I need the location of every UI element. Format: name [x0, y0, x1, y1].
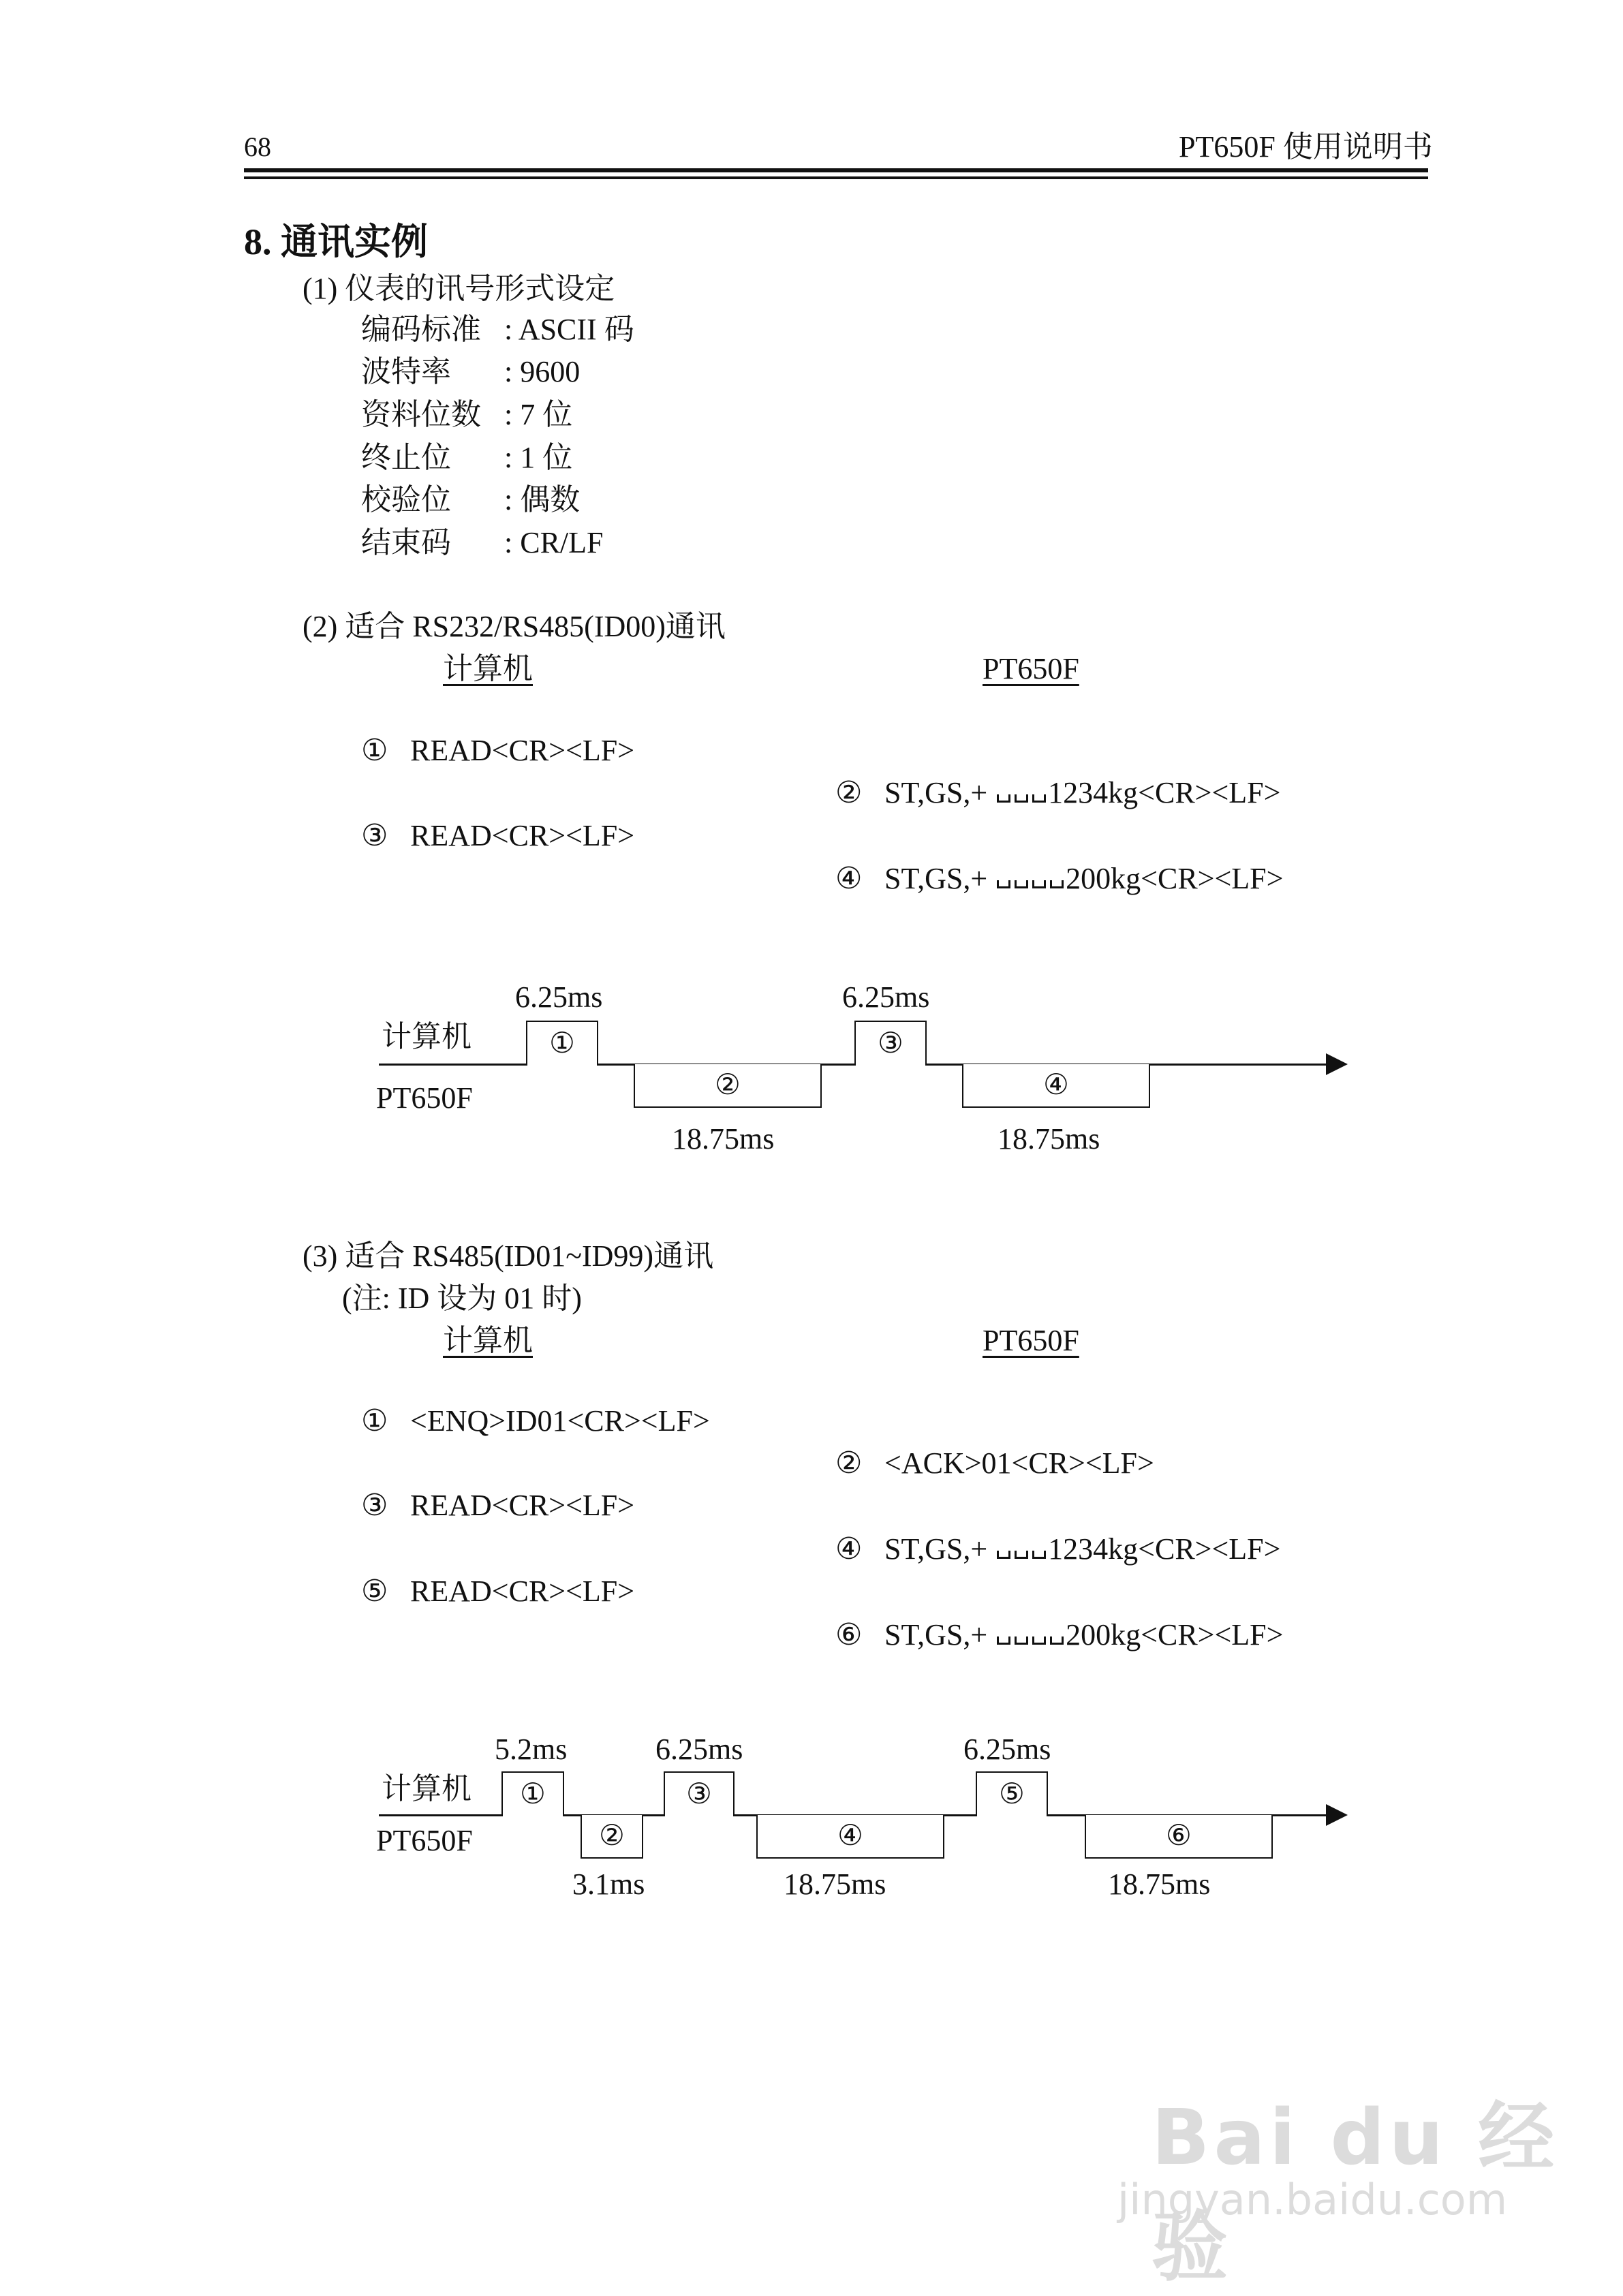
timing-box: ①: [501, 1771, 564, 1816]
message-text: ST,GS,+ 200kg<CR><LF>: [884, 862, 1284, 895]
space-mark: [1015, 880, 1028, 888]
message-number: ②: [835, 1446, 863, 1480]
timing-box: ④: [962, 1064, 1150, 1108]
timing-label-device: PT650F: [376, 1081, 473, 1115]
setting-label: 校验位: [361, 483, 451, 516]
message-number: ⑤: [361, 1574, 388, 1608]
message-text: READ<CR><LF>: [410, 1489, 635, 1522]
space-mark: [1015, 1636, 1028, 1645]
setting-value: : 9600: [504, 355, 581, 388]
duration-label: 6.25ms: [963, 1733, 1051, 1766]
message-text: READ<CR><LF>: [410, 1574, 635, 1608]
duration-label: 18.75ms: [1108, 1867, 1211, 1901]
setting-value: : ASCII 码: [504, 313, 634, 346]
timing-label-device: PT650F: [376, 1824, 473, 1857]
message-text: ST,GS,+ 200kg<CR><LF>: [884, 1618, 1284, 1651]
message-number: ①: [361, 734, 388, 767]
duration-label: 18.75ms: [998, 1122, 1100, 1155]
space-mark: [1050, 880, 1064, 888]
space-mark: [997, 1636, 1010, 1645]
setting-label: 结束码: [361, 526, 451, 559]
column-header-device: PT650F: [983, 1324, 1079, 1357]
message-text: <ACK>01<CR><LF>: [884, 1446, 1154, 1480]
timing-box: ③: [664, 1771, 735, 1816]
message-text: ST,GS,+ 1234kg<CR><LF>: [884, 776, 1281, 809]
header-rule-thin: [244, 176, 1428, 179]
message-text: READ<CR><LF>: [410, 819, 635, 852]
message-text: <ENQ>ID01<CR><LF>: [410, 1404, 710, 1438]
timing-box: ②: [581, 1815, 643, 1859]
space-mark: [1015, 794, 1028, 803]
column-header-computer: 计算机: [443, 652, 533, 685]
timeline-arrowhead: [1326, 1804, 1348, 1826]
duration-label: 18.75ms: [784, 1867, 886, 1901]
column-header-device: PT650F: [983, 652, 1079, 685]
setting-label: 资料位数: [361, 398, 481, 431]
duration-label: 6.25ms: [515, 980, 603, 1014]
section-title: 8. 通讯实例: [244, 221, 428, 262]
space-mark: [997, 880, 1010, 888]
message-number: ③: [361, 819, 388, 852]
timing-label-computer: 计算机: [382, 1020, 472, 1053]
message-number: ③: [361, 1489, 388, 1522]
message-text: ST,GS,+ 1234kg<CR><LF>: [884, 1532, 1281, 1566]
header-rule-thick: [244, 168, 1428, 172]
timing-box: ③: [854, 1021, 927, 1066]
message-text: READ<CR><LF>: [410, 734, 635, 767]
message-number: ⑥: [835, 1618, 863, 1651]
message-number: ①: [361, 1404, 388, 1438]
setting-label: 终止位: [361, 441, 451, 474]
setting-label: 波特率: [361, 355, 451, 388]
page-number: 68: [244, 131, 271, 162]
space-mark: [1050, 1636, 1064, 1645]
timing-box: ②: [634, 1064, 822, 1108]
setting-value: : 1 位: [504, 441, 573, 474]
space-mark: [1032, 794, 1046, 803]
timeline-arrowhead: [1326, 1053, 1348, 1075]
duration-label: 6.25ms: [655, 1733, 743, 1766]
message-number: ④: [835, 862, 863, 895]
setting-value: : CR/LF: [504, 526, 604, 559]
part1-heading: (1) 仪表的讯号形式设定: [303, 272, 615, 305]
watermark-url: jingyan.baidu.com: [1117, 2175, 1508, 2224]
part3-heading: (3) 适合 RS485(ID01~ID99)通讯: [303, 1239, 714, 1273]
column-header-computer: 计算机: [443, 1324, 533, 1357]
space-mark: [997, 794, 1010, 803]
duration-label: 6.25ms: [842, 980, 930, 1014]
timing-box: ⑤: [976, 1771, 1048, 1816]
part2-heading: (2) 适合 RS232/RS485(ID00)通讯: [303, 610, 726, 643]
timing-label-computer: 计算机: [382, 1772, 472, 1805]
duration-label: 18.75ms: [672, 1122, 775, 1155]
message-number: ②: [835, 776, 863, 809]
space-mark: [1032, 1551, 1046, 1559]
timing-box: ⑥: [1085, 1815, 1273, 1859]
space-mark: [1015, 1551, 1028, 1559]
setting-label: 编码标准: [361, 313, 481, 346]
space-mark: [1032, 1636, 1046, 1645]
setting-value: : 7 位: [504, 398, 573, 431]
space-mark: [997, 1551, 1010, 1559]
watermark-brand: Bai du 经验: [1151, 2094, 1559, 2292]
space-mark: [1032, 880, 1046, 888]
duration-label: 3.1ms: [572, 1867, 645, 1901]
message-number: ④: [835, 1532, 863, 1566]
timing-box: ④: [756, 1815, 944, 1859]
setting-value: : 偶数: [504, 483, 581, 516]
document-title: PT650F 使用说明书: [1179, 130, 1433, 164]
duration-label: 5.2ms: [495, 1733, 568, 1766]
part3-note: (注: ID 设为 01 时): [342, 1282, 582, 1315]
timing-box: ①: [526, 1021, 598, 1066]
